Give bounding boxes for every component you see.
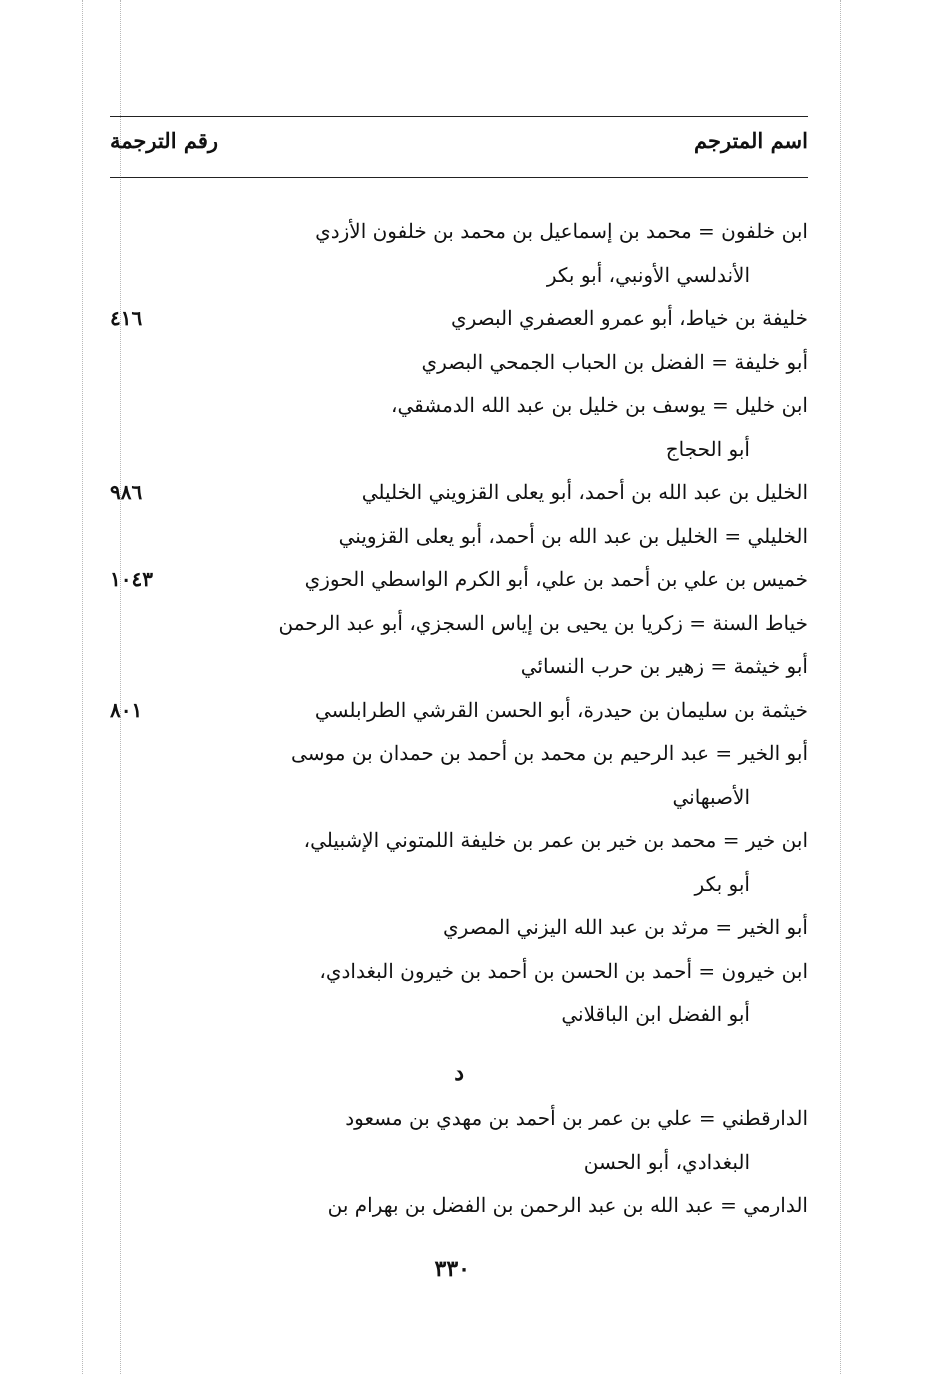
page-number: ٣٣٠	[434, 1256, 470, 1282]
column-header-name: اسم المترجم	[694, 128, 808, 153]
entry-text: ابن خير = محمد بن خير بن عمر بن خليفة اللمتوني الإشبيلي،	[303, 828, 808, 852]
entry-text: الخليل بن عبد الله بن أحمد، أبو يعلى القزويني الخليلي	[361, 480, 808, 504]
entry-text: الأصبهاني	[672, 784, 750, 809]
entry-text: أبو الخير = عبد الرحيم بن محمد بن أحمد بن حمدان بن موسى	[291, 741, 808, 765]
index-entry-line	[110, 210, 808, 254]
index-entry-line	[110, 1097, 808, 1141]
header-bottom-rule	[110, 177, 808, 178]
header-top-rule	[110, 116, 808, 117]
section-letter: د	[454, 1060, 464, 1086]
entry-text: أبو الخير = مرثد بن عبد الله اليزني المصري	[443, 915, 808, 939]
entry-text: ابن خيرون = أحمد بن الحسن بن أحمد بن خيرون البغدادي،	[319, 958, 808, 983]
entry-text: الخليلي = الخليل بن عبد الله بن أحمد، أبو يعلى القزويني	[338, 523, 808, 548]
index-entry-line	[110, 776, 808, 820]
index-entry-line	[110, 471, 808, 515]
index-entry-line	[110, 1141, 808, 1185]
index-entry-line	[110, 558, 808, 602]
entry-text: الأندلسي الأونبي، أبو بكر	[546, 262, 750, 287]
entry-text: أبو الحجاج	[665, 436, 750, 461]
index-entry-line	[110, 819, 808, 863]
book-page	[110, 0, 808, 1374]
index-entries	[110, 210, 808, 1037]
entry-text: أبو الفضل ابن الباقلاني	[561, 1002, 750, 1026]
index-entry-line	[110, 906, 808, 950]
entry-number: ٩٨٦	[110, 480, 143, 504]
index-entry-line	[110, 993, 808, 1037]
right-margin-guide	[840, 0, 841, 1374]
entry-text: الدارمي = عبد الله بن عبد الرحمن بن الفضل بن بهرام بن	[327, 1193, 808, 1217]
entry-text: أبو بكر	[694, 871, 750, 896]
entry-text: خيثمة بن سليمان بن حيدرة، أبو الحسن القرشي الطرابلسي	[314, 697, 808, 722]
entry-text: البغدادي، أبو الحسن	[583, 1149, 750, 1174]
entry-text: أبو خيثمة = زهير بن حرب النسائي	[520, 654, 808, 678]
index-entry-line	[110, 689, 808, 733]
left-margin-guide	[82, 0, 83, 1374]
index-entry-line	[110, 602, 808, 646]
entry-text: ابن خلفون = محمد بن إسماعيل بن محمد بن خلفون الأزدي	[315, 219, 808, 243]
index-entry-line	[110, 254, 808, 298]
entry-number: ٤١٦	[110, 306, 143, 330]
entry-text: ابن خليل = يوسف بن خليل بن عبد الله الدمشقي،	[390, 393, 808, 417]
column-header-number: رقم الترجمة	[110, 128, 219, 153]
index-entry-line	[110, 515, 808, 559]
index-entry-line	[110, 1184, 808, 1228]
index-entry-line	[110, 863, 808, 907]
entry-text: أبو خليفة = الفضل بن الحباب الجمحي البصري	[421, 349, 808, 374]
index-entry-line	[110, 297, 808, 341]
index-entry-line	[110, 645, 808, 689]
index-entry-line	[110, 732, 808, 776]
entry-text: خميس بن علي بن أحمد بن علي، أبو الكرم الواسطي الحوزي	[304, 567, 808, 591]
entry-number: ١٠٤٣	[110, 567, 153, 591]
entry-text: الدارقطني = علي بن عمر بن أحمد بن مهدي بن مسعود	[345, 1106, 808, 1130]
index-entry-line	[110, 950, 808, 994]
index-entry-line	[110, 428, 808, 472]
index-entry-line	[110, 384, 808, 428]
entry-text: خليفة بن خياط، أبو عمرو العصفري البصري	[450, 306, 808, 330]
index-entries-section-dal	[110, 1097, 808, 1228]
entry-number: ٨٠١	[110, 697, 143, 722]
entry-text: خياط السنة = زكريا بن يحيى بن إياس السجزي، أبو عبد الرحمن	[278, 610, 808, 635]
index-entry-line	[110, 341, 808, 385]
